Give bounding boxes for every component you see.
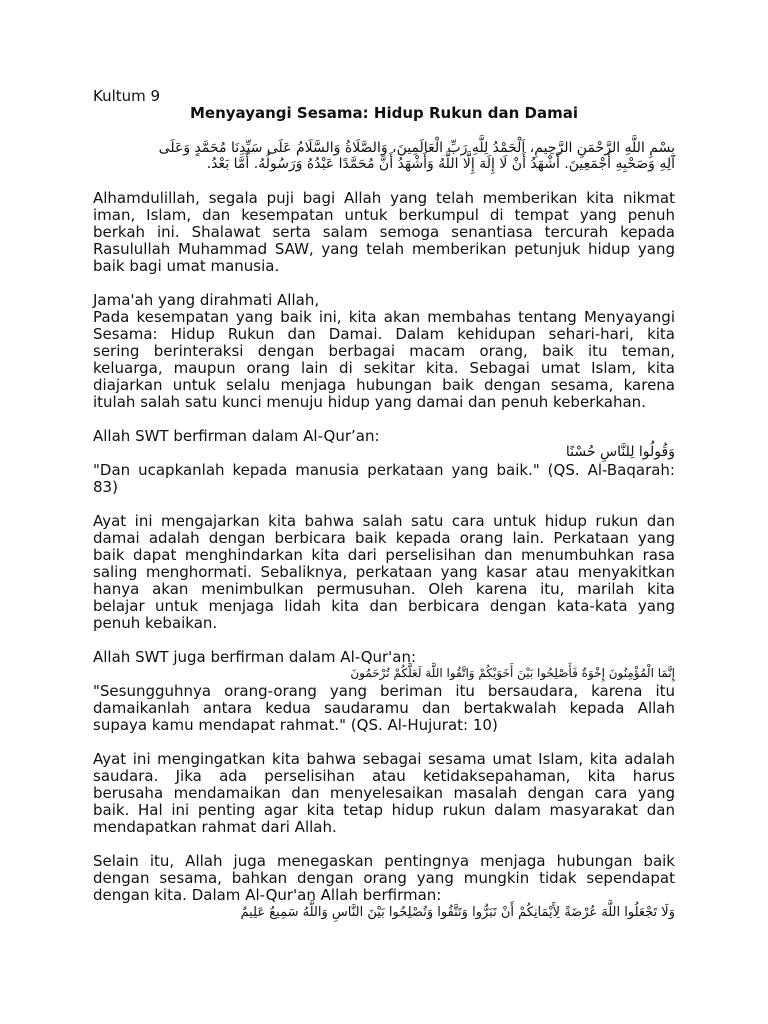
quote-arabic: وَقُولُوا لِلنَّاسِ حُسْنًا [565, 444, 675, 460]
paragraph-line: baik bagi umat manusia. [93, 257, 280, 275]
paragraph-line: Ayat ini mengingatkan kita bahwa sebagai sesama umat Islam, kita adalah [93, 750, 675, 768]
doc-label: Kultum 9 [93, 87, 161, 105]
paragraph-line: dengan kita. Dalam Al-Qur'an Allah berfirman: [93, 886, 442, 904]
paragraph-line: diajarkan untuk selalu menjaga hubungan baik dengan sesama, karena [93, 376, 675, 394]
paragraph-line: Ayat ini mengajarkan kita bahwa salah satu cara untuk hidup rukun dan [93, 512, 675, 530]
quote-translation-line: damaikanlah antara kedua saudaramu dan bertakwalah kepada Allah [93, 699, 675, 717]
paragraph-line: iman, Islam, dan kesempatan untuk berkumpul di tempat yang penuh [93, 206, 675, 224]
paragraph-line: saling menghormati. Sebaliknya, perkataan yang kasar atau menyakitkan [93, 563, 675, 581]
paragraph-line: dengan sesama, bahkan dengan orang yang mungkin tidak sependapat [93, 869, 675, 887]
greeting: Jama'ah yang dirahmati Allah, [93, 291, 320, 309]
quote-intro: Allah SWT berfirman dalam Al-Qur’an: [93, 427, 380, 445]
paragraph-line: mendapatkan rahmat dari Allah. [93, 818, 337, 836]
paragraph-line: penuh kebaikan. [93, 614, 218, 632]
paragraph-line: Pada kesempatan yang baik ini, kita akan membahas tentang Menyayangi [93, 308, 675, 326]
paragraph-line: belajar untuk menjaga lidah kita dan berbicara dengan kata-kata yang [93, 597, 675, 615]
paragraph-line: berkah ini. Shalawat serta salam semoga senantiasa tercurah kepada [93, 223, 675, 241]
paragraph-line: keluarga, maupun orang lain di sekitar kita. Sebagai umat Islam, kita [93, 359, 675, 377]
paragraph-line: baik. Hal ini penting agar kita tetap hidup rukun dalam masyarakat dan [93, 801, 675, 819]
quote-translation-line: "Dan ucapkanlah kepada manusia perkataan yang baik." (QS. Al-Baqarah: [93, 461, 675, 479]
paragraph-line: Selain itu, Allah juga menegaskan pentingnya menjaga hubungan baik [93, 852, 675, 870]
opening-arabic-line-1: بِسْمِ اللَّهِ الرَّحْمَنِ الرَّحِيمِ، اَلْحَمْدُ لِلَّهِ رَبِّ الْعَالَمِينَ، وَالصَّلَاةُ وَالسَّلَامُ عَلَى سَيِّدِنَا مُحَمَّدٍ وَعَلَى [158, 140, 675, 156]
paragraph-line: Alhamdulillah, segala puji bagi Allah yang telah memberikan kita nikmat [93, 189, 675, 207]
quote-translation-line: 83) [93, 478, 118, 496]
paragraph-line: baik dapat menghindarkan kita dari perselisihan dan menumbuhkan rasa [93, 546, 675, 564]
paragraph-line: saudara. Jika ada perselisihan atau ketidaksepahaman, kita harus [93, 767, 675, 785]
paragraph-line: Rasulullah Muhammad SAW, yang telah memberikan petunjuk hidup yang [93, 240, 675, 258]
paragraph-line: sering berinteraksi dengan berbagai macam orang, baik itu teman, [93, 342, 675, 360]
paragraph-line: Sesama: Hidup Rukun dan Damai. Dalam kehidupan sehari-hari, kita [93, 325, 675, 343]
doc-title: Menyayangi Sesama: Hidup Rukun dan Damai [190, 104, 578, 122]
paragraph-line: berusaha mendamaikan dan menyelesaikan masalah dengan cara yang [93, 784, 675, 802]
quote-arabic: إِنَّمَا الْمُؤْمِنُونَ إِخْوَةٌ فَأَصْلِحُوا بَيْنَ أَخَوَيْكُمْ وَاتَّقُوا اللَّهَ لَعَلَّكُمْ تُرْحَمُونَ [350, 666, 675, 680]
quote-intro: Allah SWT juga berfirman dalam Al-Qur'an: [93, 648, 417, 666]
paragraph-line: itulah salah satu kunci menuju hidup yang damai dan penuh keberkahan. [93, 393, 646, 411]
opening-arabic-line-2: آلِهِ وَصَحْبِهِ أَجْمَعِينَ. أَشْهَدُ أَنْ لَا إِلَهَ إِلَّا اللَّهُ وَأَشْهَدُ أَنَّ مُحَمَّدًا عَبْدُهُ وَرَسُولُهُ. أَمَّا بَعْدُ. [206, 156, 675, 172]
quote-arabic: وَلَا تَجْعَلُوا اللَّهَ عُرْضَةً لِأَيْمَانِكُمْ أَنْ تَبَرُّوا وَتَتَّقُوا وَتُصْلِحُوا بَيْنَ النَّاسِ وَاللَّهُ سَمِيعٌ عَلِيمٌ [240, 905, 675, 920]
paragraph-line: hanya akan menimbulkan permusuhan. Oleh karena itu, marilah kita [93, 580, 675, 598]
quote-translation-line: supaya kamu mendapat rahmat." (QS. Al-Hujurat: 10) [93, 716, 498, 734]
quote-translation-line: "Sesungguhnya orang-orang yang beriman itu bersaudara, karena itu [93, 682, 675, 700]
paragraph-line: damai adalah dengan berbicara baik kepada orang lain. Perkataan yang [93, 529, 675, 547]
